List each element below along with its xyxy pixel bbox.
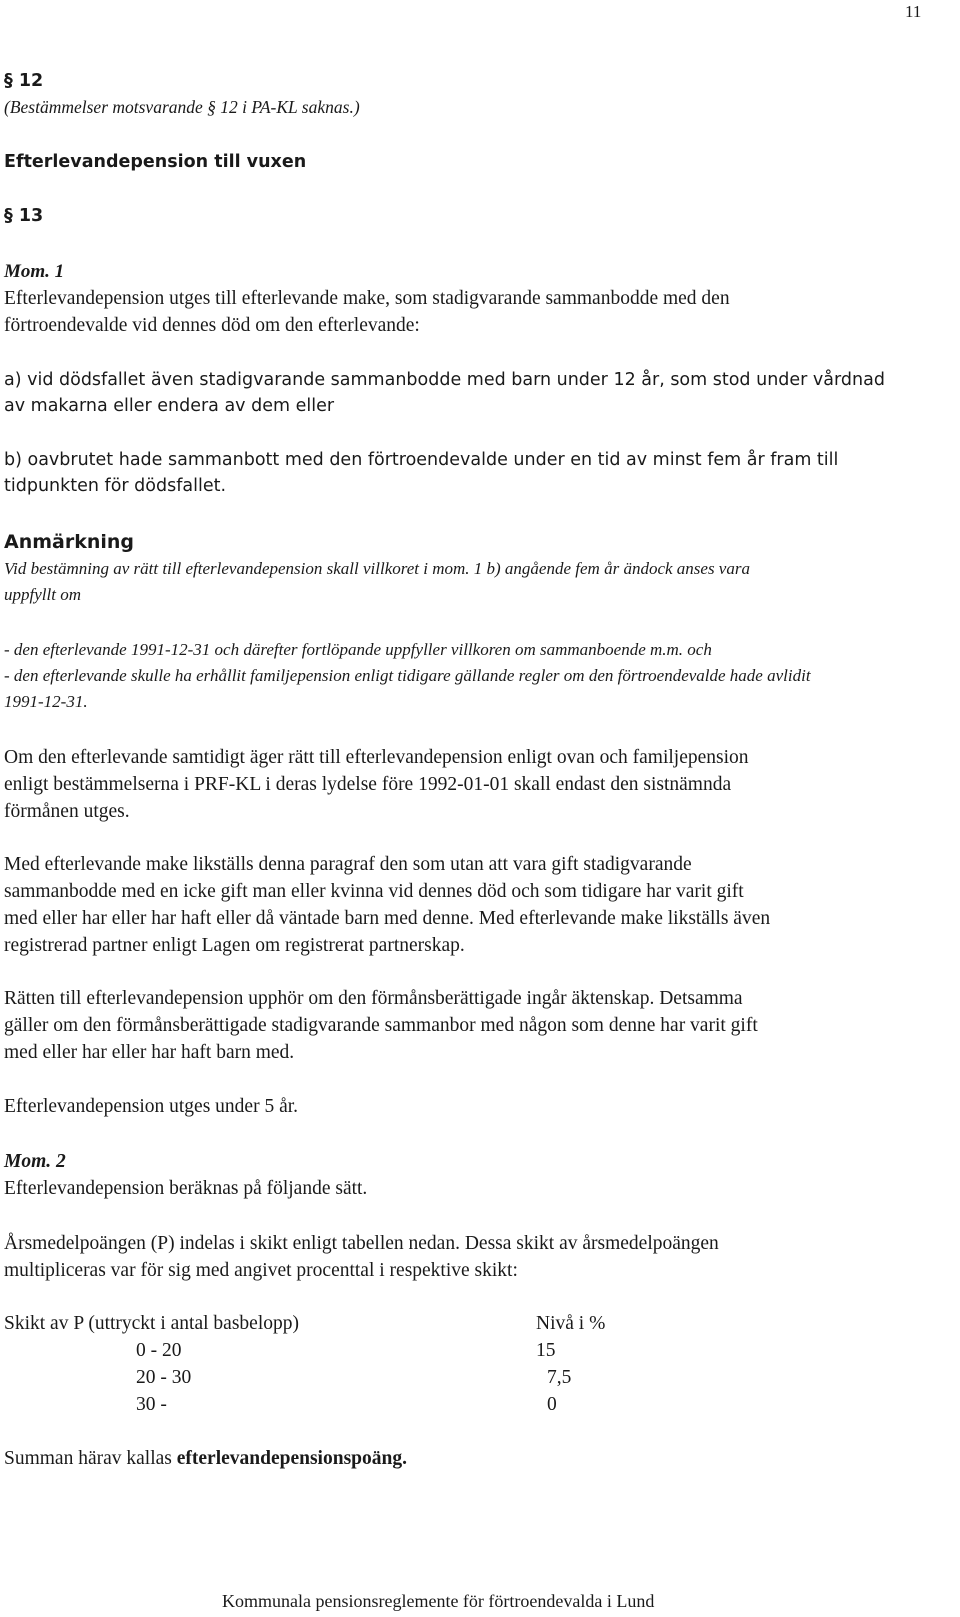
table-row-2-tier: 20 - 30 — [136, 1367, 192, 1388]
condition-a-line1: a) vid dödsfallet även stadigvarande sammanbodde med barn under 12 år, som stod under vårdnad — [4, 370, 885, 390]
summary-prefix: Summan härav kallas — [4, 1448, 177, 1469]
remark-heading: Anmärkning — [4, 531, 135, 553]
condition-b-line1: b) oavbrutet hade sammanbott med den förtroendevalde under en tid av minst fem år fram till — [4, 450, 839, 470]
section-13-heading: § 13 — [4, 206, 44, 226]
page-footer: Kommunala pensionsreglemente för förtroendevalda i Lund — [222, 1591, 655, 1611]
section-12-note: (Bestämmelser motsvarande § 12 i PA-KL saknas.) — [4, 97, 360, 117]
mom1-intro-line2: förtroendevalde vid dennes död om den efterlevande: — [4, 315, 420, 336]
paragraph-1-line3: förmånen utges. — [4, 801, 130, 822]
remark-item1: - den efterlevande 1991-12-31 och därefter fortlöpande uppfyller villkoren om sammanboende m.m. och — [4, 640, 712, 659]
mom2-paragraph-line2: multipliceras var för sig med angivet procenttal i respektive skikt: — [4, 1260, 518, 1281]
mom2-intro: Efterlevandepension beräknas på följande sätt. — [4, 1178, 368, 1199]
table-row-1-tier: 0 - 20 — [136, 1340, 182, 1361]
summary-term: efterlevandepensionspoäng. — [176, 1448, 407, 1469]
paragraph-4: Efterlevandepension utges under 5 år. — [4, 1096, 299, 1117]
table-row-3-level: 0 — [547, 1394, 557, 1415]
condition-b-line2: tidpunkten för dödsfallet. — [4, 476, 227, 496]
table-header-tier: Skikt av P (uttryckt i antal basbelopp) — [4, 1313, 299, 1334]
remark-item2-line2: 1991-12-31. — [4, 692, 88, 711]
table-row-2-level: 7,5 — [547, 1367, 572, 1388]
section-12-heading: § 12 — [4, 71, 44, 91]
paragraph-3-line2: gäller om den förmånsberättigade stadigvarande sammanbor med någon som denne har varit gift — [4, 1015, 758, 1036]
paragraph-2-line3: med eller har eller har haft eller då väntade barn med denne. Med efterlevande make likställs även — [4, 908, 771, 929]
summary-line — [4, 1448, 407, 1470]
section-title: Efterlevandepension till vuxen — [4, 152, 307, 172]
paragraph-2-line4: registrerad partner enligt Lagen om registrerat partnerskap. — [4, 935, 465, 956]
paragraph-2-line2: sammanbodde med en icke gift man eller kvinna vid dennes död och som tidigare har varit gift — [4, 881, 744, 902]
paragraph-3-line3: med eller har eller har haft barn med. — [4, 1042, 295, 1063]
paragraph-3-line1: Rätten till efterlevandepension upphör om den förmånsberättigade ingår äktenskap. Detsamma — [4, 988, 743, 1009]
remark-line2: uppfyllt om — [4, 585, 81, 604]
condition-a-line2: av makarna eller endera av dem eller — [4, 396, 335, 416]
mom1-label: Mom. 1 — [4, 261, 65, 282]
table-row-1-level: 15 — [536, 1340, 556, 1361]
mom2-label: Mom. 2 — [4, 1151, 66, 1172]
table-row-3-tier: 30 - — [136, 1394, 167, 1415]
mom1-intro-line1: Efterlevandepension utges till efterlevande make, som stadigvarande sammanbodde med den — [4, 288, 730, 309]
table-header-level: Nivå i % — [536, 1313, 606, 1334]
page-number: 11 — [905, 2, 922, 21]
paragraph-1-line1: Om den efterlevande samtidigt äger rätt till efterlevandepension enligt ovan och familjepension — [4, 747, 749, 768]
remark-line1: Vid bestämning av rätt till efterlevandepension skall villkoret i mom. 1 b) angående fem år ändock anses vara — [4, 559, 750, 578]
paragraph-2-line1: Med efterlevande make likställs denna paragraf den som utan att vara gift stadigvarande — [4, 854, 692, 875]
mom2-paragraph-line1: Årsmedelpoängen (P) indelas i skikt enligt tabellen nedan. Dessa skikt av årsmedelpoängen — [4, 1233, 719, 1254]
remark-item2-line1: - den efterlevande skulle ha erhållit familjepension enligt tidigare gällande regler om den förtroendevalde hade avlidit — [4, 666, 811, 685]
paragraph-1-line2: enligt bestämmelserna i PRF-KL i deras lydelse före 1992-01-01 skall endast den sistnämnda — [4, 774, 732, 795]
